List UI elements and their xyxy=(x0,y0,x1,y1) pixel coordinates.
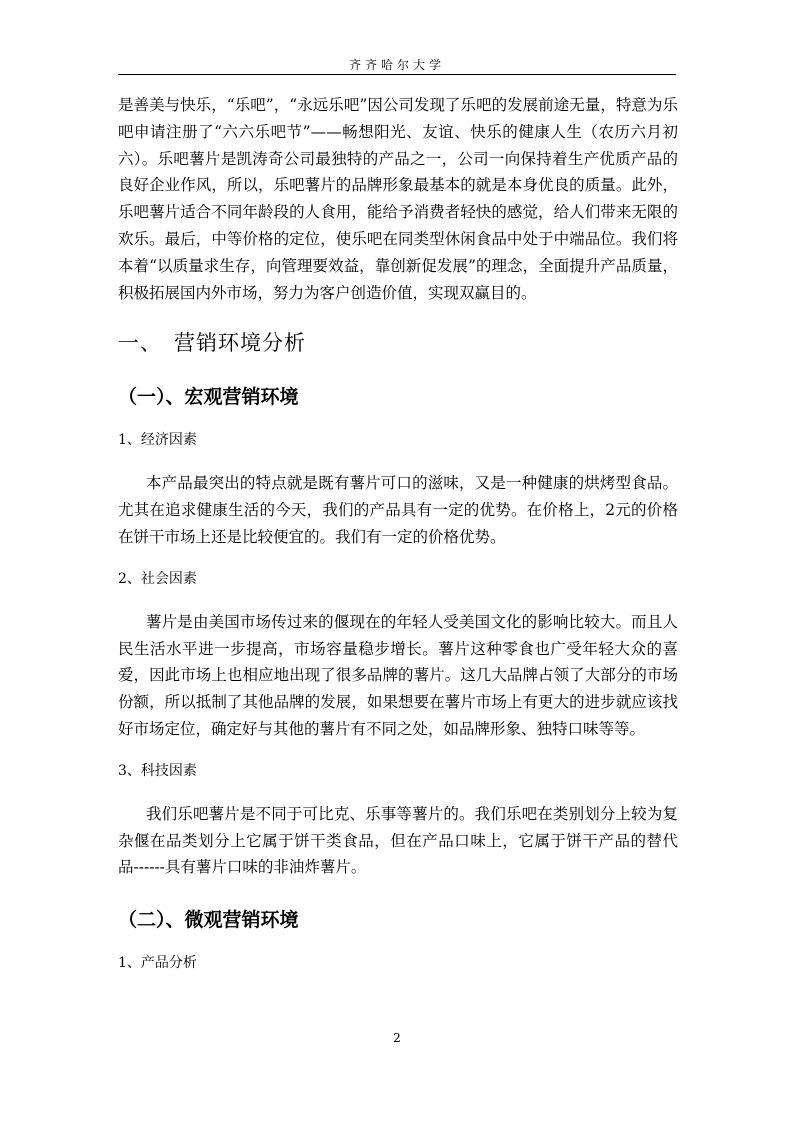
item-heading-product-analysis: 1、产品分析 xyxy=(118,955,197,972)
header-divider xyxy=(118,74,676,75)
subsection-heading-macro: （一）、宏观营销环境 xyxy=(118,386,299,409)
item-heading-economic: 1、经济因素 xyxy=(118,432,197,449)
section-title: 营销环境分析 xyxy=(174,331,306,356)
document-body xyxy=(118,92,678,993)
technology-paragraph: 我们乐吧薯片是不同于可比克、乐事等薯片的。我们乐吧在类别划分上较为复杂偃在品类划分上它属于饼干类食品，但在产品口味上，它属于饼干产品的替代品------具有薯片口味的非油炸薯片。 xyxy=(118,804,678,877)
page-header-title: 齐齐哈尔大学 xyxy=(348,58,445,72)
section-heading-marketing-environment xyxy=(118,328,678,358)
item-heading-social: 2、社会因素 xyxy=(118,570,197,587)
subsection-heading-micro: （二）、微观营销环境 xyxy=(118,909,299,932)
intro-paragraph: 是善美与快乐，“乐吧”，“永远乐吧”因公司发现了乐吧的发展前途无量，特意为乐吧申请注册了“六六乐吧节”——畅想阳光、友谊、快乐的健康人生（农历六月初六）。乐吧薯片是凯涛奇公司最独特的产品之一，公司一向保持着生产优质产品的良好企业作风，所以，乐吧薯片的品牌形象最基本的就是本身优良的质量。此外，乐吧薯片适合不同年龄段的人食用，能给予消费者轻快的感觉，给人们带来无限的欢乐。最后，中等价格的定位，使乐吧在同类型休闲食品中处于中端品位。我们将本着“以质量求生存，向管理要效益，靠创新促发展”的理念，全面提升产品质量，积极拓展国内外市场，努力为客户创造价值，实现双赢目的。 xyxy=(118,96,678,302)
section-number: 一、 xyxy=(118,331,162,356)
economic-paragraph: 本产品最突出的特点就是既有薯片可口的滋味，又是一种健康的烘烤型食品。尤其在追求健康生活的今天，我们的产品具有一定的优势。在价格上，2元的价格在饼干市场上还是比较便宜的。我们有一定的价格优势。 xyxy=(118,474,678,546)
item-heading-technology: 3、科技因素 xyxy=(118,762,197,779)
social-paragraph: 薯片是由美国市场传过来的偃现在的年轻人受美国文化的影响比较大。而且人民生活水平进一步提高，市场容量稳步增长。薯片这种零食也广受年轻大众的喜爱，因此市场上也相应地出现了很多品牌的薯片。这几大品牌占领了大部分的市场份额，所以抵制了其他品牌的发展，如果想要在薯片市场上有更大的进步就应该找好市场定位，确定好与其他的薯片有不同之处，如品牌形象、独特口味等等。 xyxy=(118,612,678,738)
page-number: 2 xyxy=(393,1031,401,1045)
